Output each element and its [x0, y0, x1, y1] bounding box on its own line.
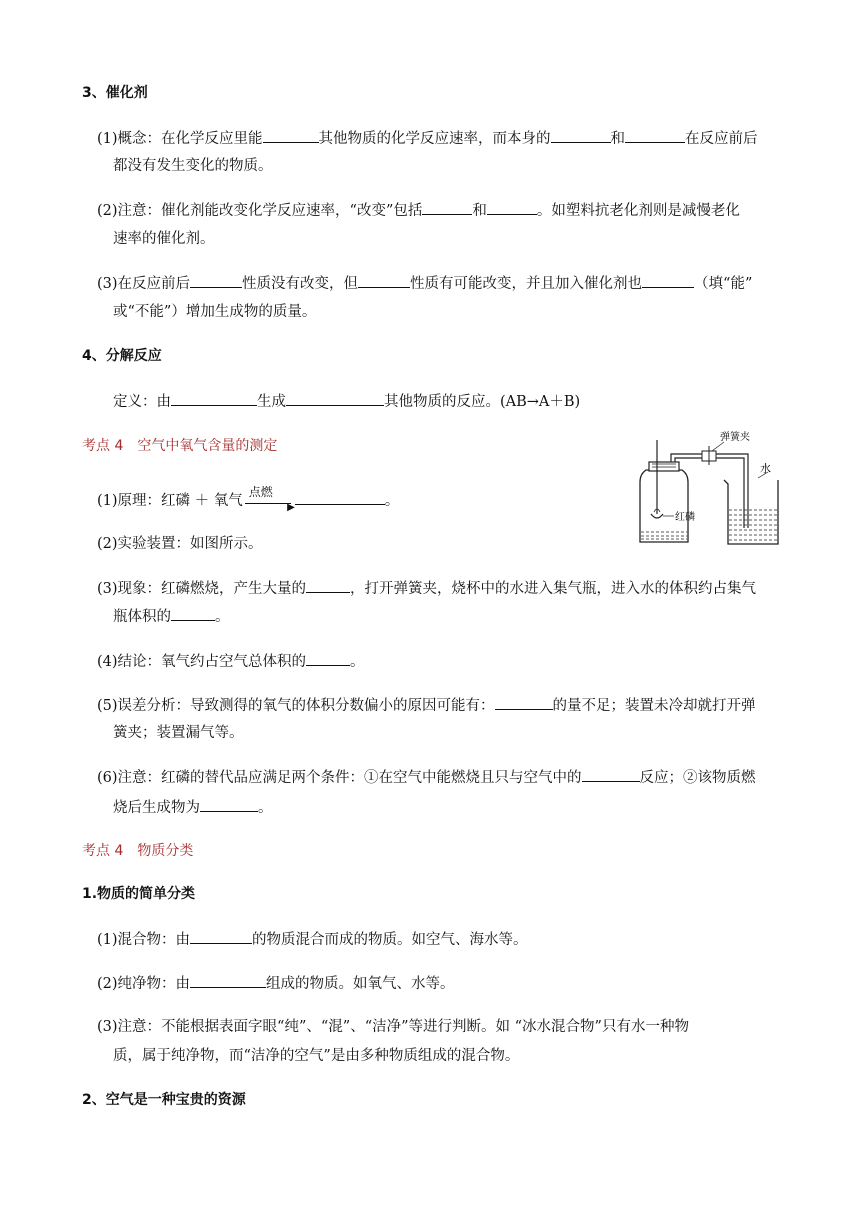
label-water: 水 [760, 462, 771, 475]
catalyst-note-line2: 速率的催化剂。 [113, 231, 215, 247]
oxygen-error-analysis: (5)误差分析：导致测得的氧气的体积分数偏小的原因可能有： 的量不足；装置未冷却就打开弹 [97, 695, 756, 716]
section-title-air-resource: 2、空气是一种宝贵的资源 [82, 1092, 246, 1108]
pure-substance-definition: (2)纯净物：由 组成的物质。如氧气、水等。 [97, 973, 455, 994]
answer-blank[interactable] [422, 200, 472, 215]
topic-title-oxygen-measurement: 考点 4 空气中氧气含量的测定 [82, 438, 278, 454]
answer-blank[interactable] [642, 273, 694, 288]
answer-blank[interactable] [358, 273, 410, 288]
catalyst-note: (2)注意：催化剂能改变化学反应速率，“改变”包括 和 。如塑料抗老化剂则是减慢老化 [97, 200, 740, 221]
answer-blank[interactable] [200, 797, 258, 812]
catalyst-concept-line2: 都没有发生变化的物质。 [113, 158, 273, 174]
catalyst-concept: (1)概念：在化学反应里能 其他物质的化学反应速率，而本身的 和 在反应前后 [97, 128, 758, 149]
label-phosphorus: 红磷 [675, 512, 695, 523]
answer-blank[interactable] [190, 273, 242, 288]
classification-note-line2: 质，属于纯净物，而“洁净的空气”是由多种物质组成的混合物。 [113, 1048, 520, 1064]
oxygen-phenomenon: (3)现象：红磷燃烧，产生大量的 ，打开弹簧夹，烧杯中的水进入集气瓶，进入水的体积约占集气 [97, 578, 756, 599]
oxygen-note: (6)注意：红磷的替代品应满足两个条件：①在空气中能燃烧且只与空气中的 反应；②该物质燃 [97, 767, 756, 788]
answer-blank[interactable] [495, 695, 553, 710]
answer-blank[interactable] [190, 973, 266, 988]
label-clamp: 弹簧夹 [720, 432, 750, 443]
answer-blank[interactable] [263, 128, 319, 143]
section-title-catalyst: 3、催化剂 [82, 85, 148, 101]
answer-blank[interactable] [171, 606, 215, 621]
answer-blank[interactable] [551, 128, 611, 143]
answer-blank[interactable] [306, 651, 350, 666]
answer-blank[interactable] [487, 200, 537, 215]
oxygen-conclusion: (4)结论：氧气约占空气总体积的 。 [97, 651, 365, 672]
answer-blank[interactable] [625, 128, 685, 143]
oxygen-apparatus: (2)实验装置：如图所示。 [97, 536, 263, 552]
oxygen-phenomenon-line2: 瓶体积的 。 [113, 606, 230, 627]
oxygen-note-line2: 烧后生成物为 。 [113, 797, 273, 818]
oxygen-principle: (1)原理：红磷 ＋ 氧气 点燃 ▶ 。 [97, 485, 400, 513]
answer-blank[interactable] [582, 767, 640, 782]
reaction-arrow: 点燃 ▶ [243, 491, 295, 511]
catalyst-property-line2: 或“不能”）增加生成物的质量。 [113, 304, 317, 320]
answer-blank[interactable] [286, 391, 384, 406]
oxygen-error-analysis-line2: 簧夹；装置漏气等。 [113, 725, 244, 741]
subsection-title: 1.物质的简单分类 [82, 886, 196, 902]
oxygen-apparatus-figure [632, 428, 780, 552]
catalyst-property: (3)在反应前后 性质没有改变，但 性质有可能改变，并且加入催化剂也 （填“能” [97, 273, 752, 294]
topic-title-classification: 考点 4 物质分类 [82, 843, 194, 859]
classification-note: (3)注意：不能根据表面字眼“纯”、“混”、“洁净”等进行判断。如 “冰水混合物”只有水一种物 [97, 1019, 689, 1035]
answer-blank[interactable] [306, 578, 350, 593]
mixture-definition: (1)混合物：由 的物质混合而成的物质。如空气、海水等。 [97, 929, 528, 950]
answer-blank[interactable] [190, 929, 252, 944]
decomposition-definition: 定义：由 生成 其他物质的反应。(AB→A＋B) [113, 391, 580, 412]
section-title-decomposition: 4、分解反应 [82, 348, 162, 364]
answer-blank[interactable] [171, 391, 257, 406]
answer-blank[interactable] [295, 490, 385, 505]
